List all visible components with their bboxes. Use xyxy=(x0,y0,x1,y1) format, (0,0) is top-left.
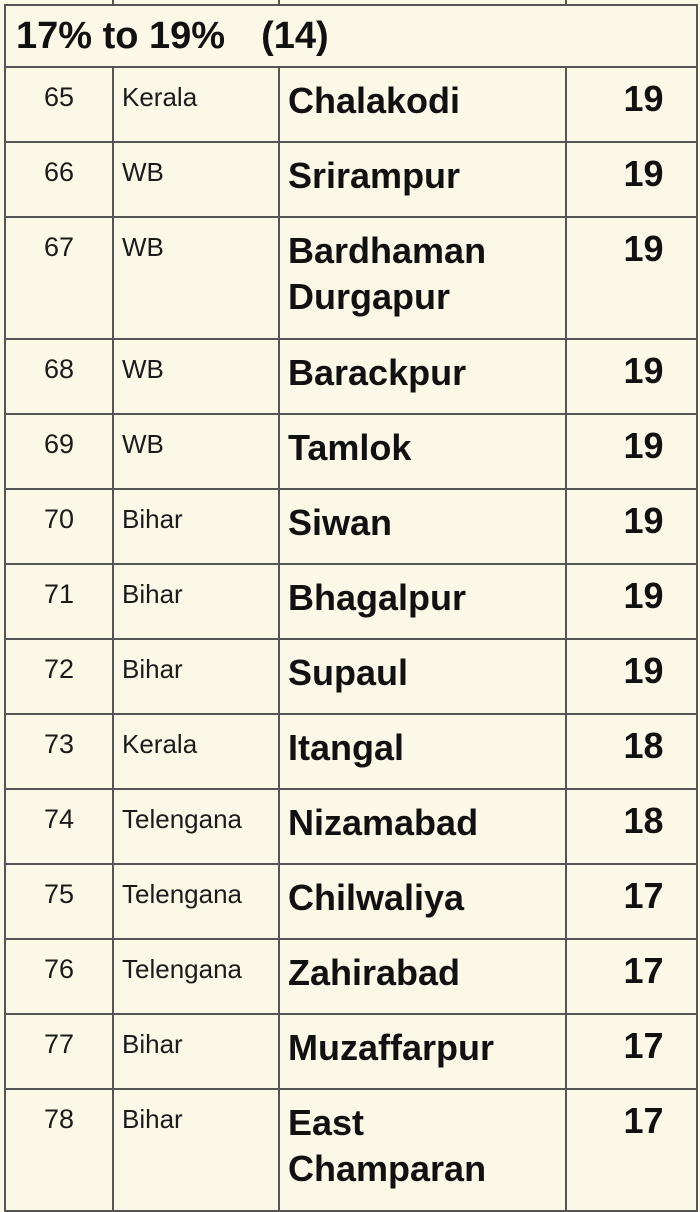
rank-cell: 74 xyxy=(5,789,113,864)
table-row xyxy=(5,217,697,339)
constituency-cell: Srirampur xyxy=(279,142,566,217)
state-cell: WB xyxy=(113,339,279,414)
section-header-row xyxy=(5,5,697,67)
percentage-cell: 19 xyxy=(566,489,697,564)
rank-cell: 68 xyxy=(5,339,113,414)
percentage-cell: 19 xyxy=(566,142,697,217)
constituency-cell: Bardhaman Durgapur xyxy=(279,217,566,339)
constituency-cell: Nizamabad xyxy=(279,789,566,864)
table-row xyxy=(5,1089,697,1211)
rank-cell: 71 xyxy=(5,564,113,639)
state-cell: Telengana xyxy=(113,939,279,1014)
rank-cell: 70 xyxy=(5,489,113,564)
percentage-cell: 19 xyxy=(566,414,697,489)
table-row xyxy=(5,564,697,639)
percentage-cell: 17 xyxy=(566,939,697,1014)
rank-cell: 67 xyxy=(5,217,113,339)
table-row xyxy=(5,414,697,489)
rank-cell: 65 xyxy=(5,67,113,142)
table-row xyxy=(5,339,697,414)
rank-cell: 69 xyxy=(5,414,113,489)
state-cell: WB xyxy=(113,142,279,217)
rank-cell: 78 xyxy=(5,1089,113,1211)
table-row xyxy=(5,714,697,789)
state-cell: Bihar xyxy=(113,1014,279,1089)
state-cell: Telengana xyxy=(113,789,279,864)
constituency-cell: East Champaran xyxy=(279,1089,566,1211)
percentage-cell: 19 xyxy=(566,67,697,142)
percentage-cell: 18 xyxy=(566,789,697,864)
constituency-cell: Supaul xyxy=(279,639,566,714)
constituency-cell: Muzaffarpur xyxy=(279,1014,566,1089)
section-heading xyxy=(5,5,697,67)
table-row xyxy=(5,639,697,714)
table-row xyxy=(5,142,697,217)
percentage-cell: 17 xyxy=(566,1014,697,1089)
table-row xyxy=(5,489,697,564)
constituency-cell: Bhagalpur xyxy=(279,564,566,639)
constituency-cell: Barackpur xyxy=(279,339,566,414)
rank-cell: 73 xyxy=(5,714,113,789)
state-cell: Bihar xyxy=(113,489,279,564)
rank-cell: 77 xyxy=(5,1014,113,1089)
table-row xyxy=(5,789,697,864)
table-row xyxy=(5,864,697,939)
percentage-cell: 17 xyxy=(566,1089,697,1211)
state-cell: Bihar xyxy=(113,639,279,714)
table-row xyxy=(5,939,697,1014)
state-cell: WB xyxy=(113,217,279,339)
constituency-cell: Tamlok xyxy=(279,414,566,489)
constituency-cell: Chilwaliya xyxy=(279,864,566,939)
state-cell: Kerala xyxy=(113,67,279,142)
rank-cell: 66 xyxy=(5,142,113,217)
state-cell: Bihar xyxy=(113,1089,279,1211)
percentage-cell: 19 xyxy=(566,564,697,639)
constituency-cell: Itangal xyxy=(279,714,566,789)
percentage-cell: 17 xyxy=(566,864,697,939)
percentage-cell: 19 xyxy=(566,639,697,714)
constituency-count: (14) xyxy=(261,14,329,57)
rank-cell: 72 xyxy=(5,639,113,714)
state-cell: Telengana xyxy=(113,864,279,939)
state-cell: Bihar xyxy=(113,564,279,639)
percentage-cell: 18 xyxy=(566,714,697,789)
state-cell: Kerala xyxy=(113,714,279,789)
percentage-range-label: 17% to 19% xyxy=(16,14,226,57)
rank-cell: 75 xyxy=(5,864,113,939)
table-row xyxy=(5,1014,697,1089)
state-cell: WB xyxy=(113,414,279,489)
constituency-cell: Chalakodi xyxy=(279,67,566,142)
percentage-cell: 19 xyxy=(566,339,697,414)
percentage-cell: 19 xyxy=(566,217,697,339)
constituency-table xyxy=(4,4,698,1212)
table-row xyxy=(5,67,697,142)
rank-cell: 76 xyxy=(5,939,113,1014)
constituency-cell: Zahirabad xyxy=(279,939,566,1014)
constituency-cell: Siwan xyxy=(279,489,566,564)
